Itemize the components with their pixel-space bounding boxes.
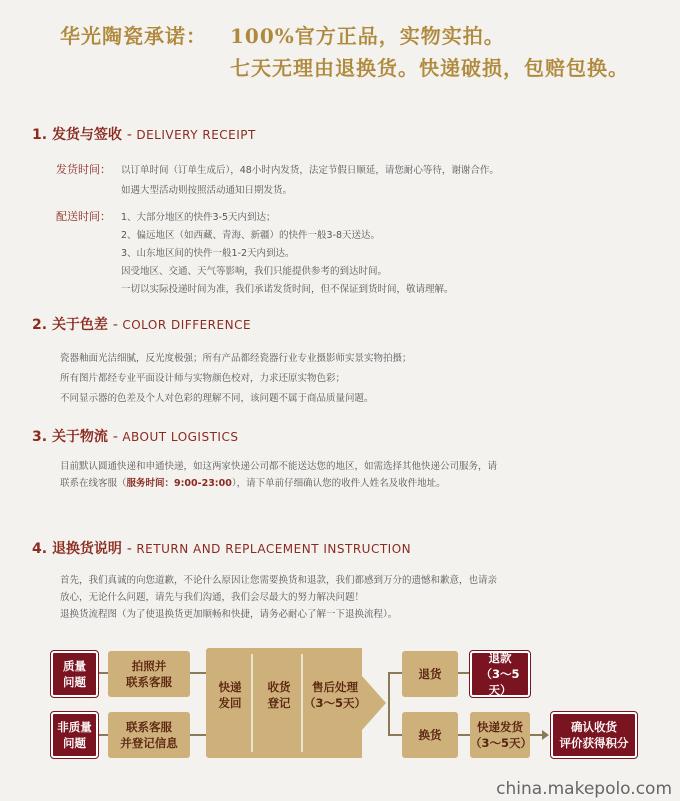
color-line-3: 不同显示器的色差及个人对色彩的理解不同，该问题不属于商品质量问题。 (60, 393, 374, 404)
refund-box: 退款 （3～5天） (470, 651, 530, 697)
logistics-text: ），请下单前仔细确认您的收件人姓名及收件地址。 (231, 478, 446, 489)
connector (388, 672, 390, 736)
watermark: china.makepolo.com (496, 779, 672, 799)
connector (458, 734, 470, 736)
ship-time-label: 发货时间： (56, 163, 111, 176)
deliver-time-label: 配送时间： (56, 210, 111, 223)
section-title-en: DELIVERY RECEIPT (136, 128, 256, 142)
connector (98, 672, 108, 674)
section-title-cn: 发货与签收 (51, 127, 122, 143)
section-title-delivery: 1. 发货与签收 - DELIVERY RECEIPT (32, 127, 256, 143)
returns-line-2: 放心，无论什么问题，请先与我们沟通，我们会尽最大的努力解决问题！ (60, 592, 365, 603)
section-title-returns: 4. 退换货说明 - RETURN AND REPLACEMENT INSTRUCTION (32, 541, 412, 557)
deliver-line-5: 一切以实际投递时间为准，我们承诺发货时间，但不保证到货时间，敬请理解。 (121, 284, 454, 295)
pledge-header (0, 0, 680, 90)
return-goods-box: 退货 (402, 651, 458, 697)
ship-line-1: 以订单时间（订单生成后），48小时内发货，法定节假日顺延，请您耐心等待，谢谢合作。 (121, 165, 499, 176)
connector (388, 672, 402, 674)
returns-line-1: 首先，我们真诚的向您道歉，不论什么原因让您需要换货和退款，我们都感到万分的遗憾和歉意，也请亲 (60, 575, 498, 586)
photo-contact-box: 拍照并 联系客服 (108, 651, 190, 697)
section-number: 2. (32, 317, 48, 333)
receive-register-step: 收货 登记 (267, 680, 291, 710)
connector (190, 672, 206, 674)
logistics-line-1: 目前默认圆通快递和申通快递，如这两家快递公司都不能送达您的地区，如需选择其他快递公司服务，请 (60, 461, 498, 472)
deliver-line-2: 2、偏远地区（如西藏、青海、新疆）的快件一般3-8天送达。 (121, 230, 381, 241)
section-number: 1. (32, 127, 48, 143)
connector (98, 734, 108, 736)
deliver-line-4: 因受地区、交通、天气等影响，我们只能提供参考的到达时间。 (121, 266, 388, 277)
section-number: 4. (32, 541, 48, 557)
section-title-logistics: 3. 关于物流 - ABOUT LOGISTICS (32, 429, 239, 445)
deliver-line-3: 3、山东地区间的快件一般1-2天内到达。 (121, 248, 295, 259)
section-title-en: COLOR DIFFERENCE (122, 318, 252, 332)
pledge-label: 华光陶瓷承诺： (60, 24, 207, 48)
express-ship-box: 快递发货 （3～5天） (470, 712, 530, 758)
section-title-color: 2. 关于色差 - COLOR DIFFERENCE (32, 317, 252, 333)
section-title-cn: 退换货说明 (51, 541, 122, 557)
pledge-line-1: 100%官方正品，实物实拍。 (230, 24, 505, 48)
express-return-step: 快递 发回 (218, 680, 242, 710)
service-hours: 服务时间：9:00-23:00 (126, 478, 232, 489)
section-number: 3. (32, 429, 48, 445)
connector (388, 734, 402, 736)
contact-register-box: 联系客服 并登记信息 (108, 712, 190, 758)
arrow-head-icon (542, 730, 549, 740)
non-quality-issue-box: 非质量 问题 (51, 712, 98, 758)
color-line-2: 所有图片都经专业平面设计师与实物颜色校对，力求还原实物色彩； (60, 373, 346, 384)
connector (190, 734, 206, 736)
section-title-en: ABOUT LOGISTICS (122, 430, 239, 444)
confirm-receipt-box: 确认收货 评价获得积分 (551, 712, 637, 758)
aftersale-step: 售后处理 （3～5天） (304, 680, 367, 710)
logistics-text: 联系在线客服（ (60, 478, 127, 489)
quality-issue-box: 质量 问题 (51, 651, 98, 697)
connector (458, 672, 470, 674)
exchange-goods-box: 换货 (402, 712, 458, 758)
deliver-line-1: 1、大部分地区的快件3-5天内到达； (121, 212, 276, 223)
pledge-line-2: 七天无理由退换货。快递破损，包赔包换。 (230, 56, 629, 80)
section-title-cn: 关于色差 (51, 317, 108, 333)
color-line-1: 瓷器釉面光洁细腻，反光度极强；所有产品都经瓷器行业专业摄影师实景实物拍摄； (60, 353, 412, 364)
logistics-line-2 (60, 475, 446, 489)
returns-line-3: 退换货流程图（为了使退换货更加顺畅和快捷，请务必耐心了解一下退换流程）。 (60, 609, 398, 620)
section-title-en: RETURN AND REPLACEMENT INSTRUCTION (136, 542, 412, 556)
section-title-cn: 关于物流 (51, 429, 108, 445)
ship-line-2: 如遇大型活动则按照活动通知日期发货。 (121, 185, 293, 196)
